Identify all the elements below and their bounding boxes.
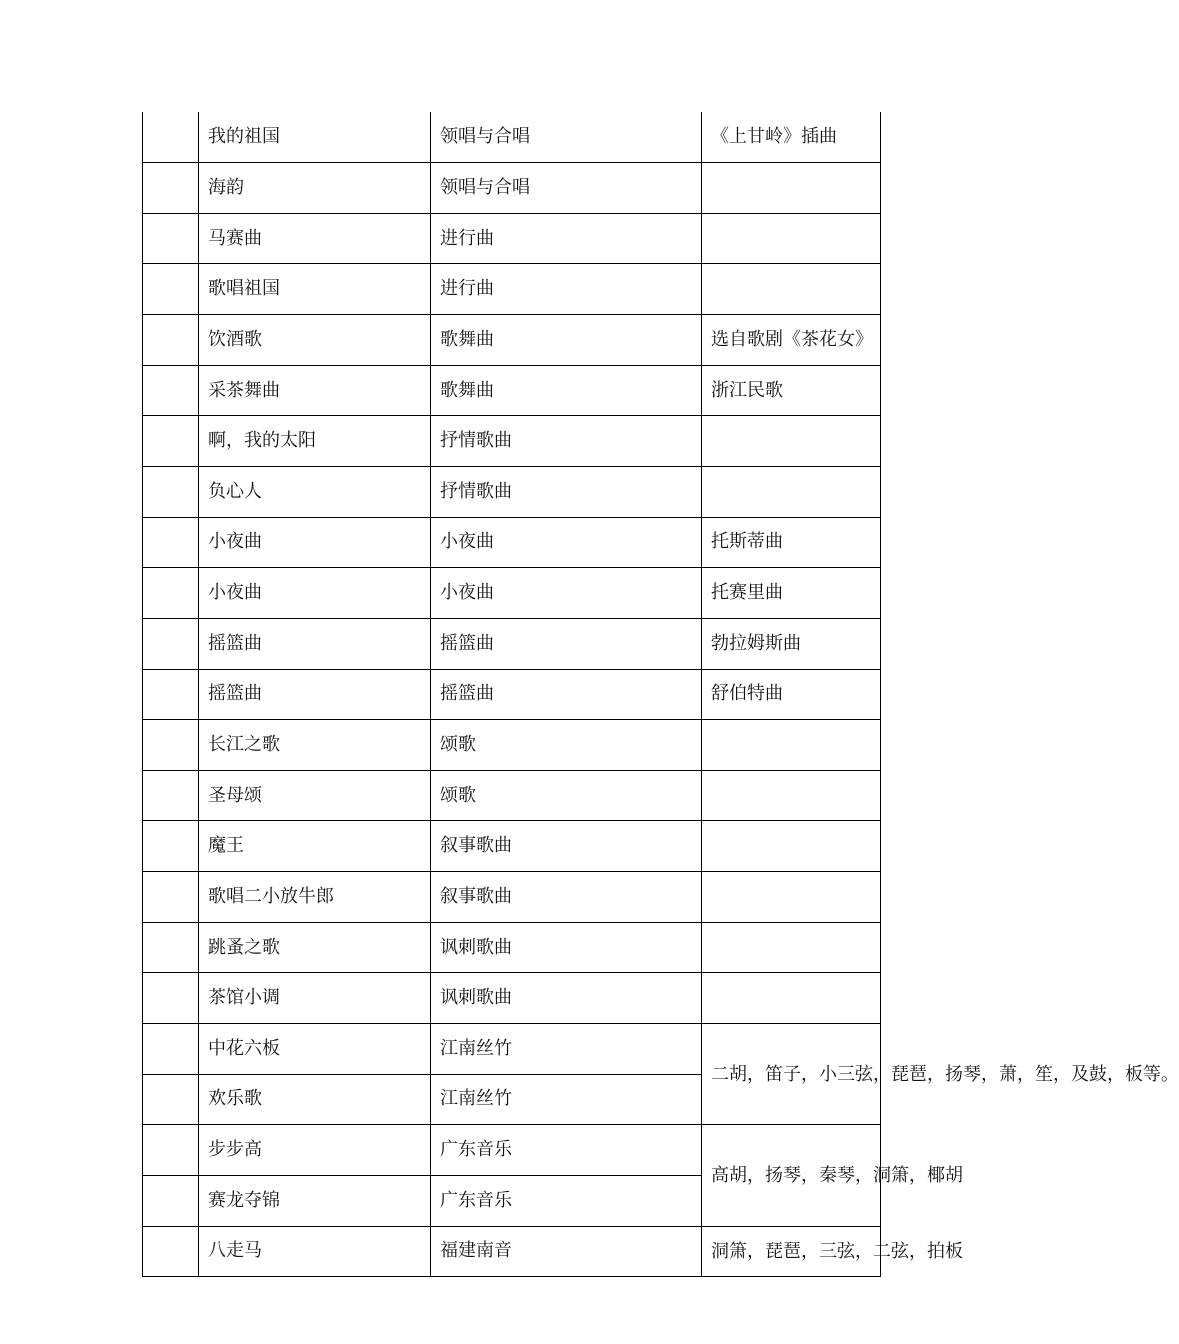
- row-number-cell: [143, 112, 199, 163]
- row-number-cell: [143, 213, 199, 264]
- note-cell: [702, 466, 881, 517]
- note-cell: [702, 973, 881, 1024]
- note-cell: [702, 163, 881, 214]
- genre-cell: 叙事歌曲: [431, 821, 702, 872]
- table-row: [143, 669, 881, 720]
- song-title-cell: 圣母颂: [199, 770, 431, 821]
- note-cell: [702, 872, 881, 923]
- song-title-cell: 八走马: [199, 1226, 431, 1277]
- note-cell: 舒伯特曲: [702, 669, 881, 720]
- table-row: [143, 264, 881, 315]
- song-title-cell: 歌唱二小放牛郎: [199, 872, 431, 923]
- song-title-cell: 步步高: [199, 1125, 431, 1176]
- row-number-cell: [143, 872, 199, 923]
- note-cell: 选自歌剧《茶花女》: [702, 315, 881, 366]
- note-cell: 《上甘岭》插曲: [702, 112, 881, 163]
- row-number-cell: [143, 618, 199, 669]
- row-number-cell: [143, 1125, 199, 1176]
- genre-cell: 讽刺歌曲: [431, 973, 702, 1024]
- guangdong-instruments-note: 高胡，扬琴，秦琴，洞箫，椰胡: [702, 1125, 881, 1226]
- table-row: [143, 973, 881, 1024]
- song-title-cell: 长江之歌: [199, 720, 431, 771]
- genre-cell: 小夜曲: [431, 568, 702, 619]
- genre-cell: 摇篮曲: [431, 669, 702, 720]
- note-cell: 托赛里曲: [702, 568, 881, 619]
- song-title-cell: 魔王: [199, 821, 431, 872]
- song-title-cell: 海韵: [199, 163, 431, 214]
- table-row: [143, 568, 881, 619]
- row-number-cell: [143, 315, 199, 366]
- table-row: [143, 872, 881, 923]
- table-row: [143, 1024, 881, 1075]
- music-repertoire-table: [142, 112, 1179, 1277]
- genre-cell: 抒情歌曲: [431, 466, 702, 517]
- row-number-cell: [143, 163, 199, 214]
- row-number-cell: [143, 1226, 199, 1277]
- note-cell: 浙江民歌: [702, 365, 881, 416]
- genre-cell: 广东音乐: [431, 1125, 702, 1176]
- note-cell: [702, 213, 881, 264]
- genre-cell: 福建南音: [431, 1226, 702, 1277]
- row-number-cell: [143, 770, 199, 821]
- table-row: [143, 821, 881, 872]
- table-row: [143, 163, 881, 214]
- note-cell: 托斯蒂曲: [702, 517, 881, 568]
- genre-cell: 抒情歌曲: [431, 416, 702, 467]
- song-title-cell: 歌唱祖国: [199, 264, 431, 315]
- note-cell: [702, 922, 881, 973]
- fujian-instruments-note: 洞箫，琵琶，三弦，二弦，拍板: [702, 1226, 881, 1277]
- note-cell: [702, 264, 881, 315]
- table-row: [143, 720, 881, 771]
- row-number-cell: [143, 1074, 199, 1125]
- table-row: [143, 213, 881, 264]
- genre-cell: 进行曲: [431, 213, 702, 264]
- row-number-cell: [143, 416, 199, 467]
- genre-cell: 叙事歌曲: [431, 872, 702, 923]
- genre-cell: 歌舞曲: [431, 365, 702, 416]
- genre-cell: 领唱与合唱: [431, 112, 702, 163]
- row-number-cell: [143, 1024, 199, 1075]
- song-title-cell: 小夜曲: [199, 517, 431, 568]
- song-title-cell: 跳蚤之歌: [199, 922, 431, 973]
- genre-cell: 江南丝竹: [431, 1074, 702, 1125]
- note-cell: [702, 416, 881, 467]
- jiangnan-instruments-note: 二胡，笛子，小三弦，琵琶，扬琴，萧，笙，及鼓，板等。: [702, 1024, 881, 1125]
- song-title-cell: 欢乐歌: [199, 1074, 431, 1125]
- genre-cell: 摇篮曲: [431, 618, 702, 669]
- song-title-cell: 摇篮曲: [199, 618, 431, 669]
- table-row: [143, 466, 881, 517]
- row-number-cell: [143, 720, 199, 771]
- note-cell: [702, 770, 881, 821]
- row-number-cell: [143, 821, 199, 872]
- table-row: [143, 1125, 881, 1176]
- row-number-cell: [143, 568, 199, 619]
- table-row: [143, 365, 881, 416]
- row-number-cell: [143, 1175, 199, 1226]
- genre-cell: 小夜曲: [431, 517, 702, 568]
- note-cell: [702, 821, 881, 872]
- row-number-cell: [143, 973, 199, 1024]
- song-title-cell: 啊，我的太阳: [199, 416, 431, 467]
- row-number-cell: [143, 669, 199, 720]
- table-row: [143, 1226, 881, 1277]
- genre-cell: 颂歌: [431, 770, 702, 821]
- table-row: [143, 112, 881, 163]
- table-row: [143, 770, 881, 821]
- row-number-cell: [143, 365, 199, 416]
- genre-cell: 歌舞曲: [431, 315, 702, 366]
- genre-cell: 讽刺歌曲: [431, 922, 702, 973]
- song-title-cell: 饮酒歌: [199, 315, 431, 366]
- note-cell: [702, 720, 881, 771]
- row-number-cell: [143, 517, 199, 568]
- genre-cell: 广东音乐: [431, 1175, 702, 1226]
- genre-cell: 江南丝竹: [431, 1024, 702, 1075]
- row-number-cell: [143, 922, 199, 973]
- table-row: [143, 416, 881, 467]
- song-title-cell: 我的祖国: [199, 112, 431, 163]
- song-title-cell: 负心人: [199, 466, 431, 517]
- song-title-cell: 马赛曲: [199, 213, 431, 264]
- song-title-cell: 摇篮曲: [199, 669, 431, 720]
- song-title-cell: 采茶舞曲: [199, 365, 431, 416]
- table-row: [143, 618, 881, 669]
- row-number-cell: [143, 466, 199, 517]
- song-title-cell: 茶馆小调: [199, 973, 431, 1024]
- table-row: [143, 517, 881, 568]
- row-number-cell: [143, 264, 199, 315]
- note-cell: 勃拉姆斯曲: [702, 618, 881, 669]
- genre-cell: 领唱与合唱: [431, 163, 702, 214]
- genre-cell: 颂歌: [431, 720, 702, 771]
- song-title-cell: 小夜曲: [199, 568, 431, 619]
- song-title-cell: 中花六板: [199, 1024, 431, 1075]
- song-title-cell: 赛龙夺锦: [199, 1175, 431, 1226]
- table-row: [143, 922, 881, 973]
- table-row: [143, 315, 881, 366]
- genre-cell: 进行曲: [431, 264, 702, 315]
